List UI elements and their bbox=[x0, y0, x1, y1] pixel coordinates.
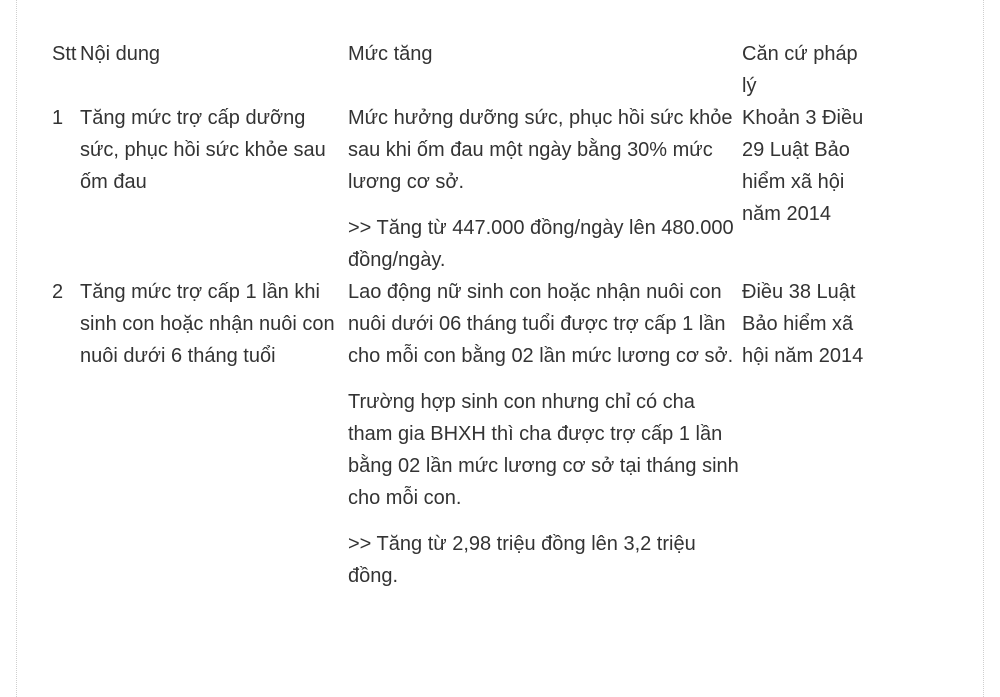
row-content: Tăng mức trợ cấp dưỡng sức, phục hồi sức khỏe sau ốm đau bbox=[80, 107, 326, 193]
table-row bbox=[52, 276, 872, 592]
row-rate bbox=[348, 102, 742, 276]
header-stt: Stt bbox=[52, 43, 77, 65]
table-row bbox=[52, 102, 872, 276]
row-legal-basis: Khoản 3 Điều 29 Luật Bảo hiểm xã hội năm 2014 bbox=[742, 107, 864, 225]
table-header-row bbox=[52, 38, 872, 102]
row-rate bbox=[348, 276, 742, 592]
row-stt: 1 bbox=[52, 107, 64, 129]
header-legal: Căn cứ pháp lý bbox=[742, 43, 858, 97]
rate-paragraph: Mức hưởng dưỡng sức, phục hồi sức khỏe sau khi ốm đau một ngày bằng 30% mức lương cơ sở. bbox=[348, 107, 733, 193]
row-content: Tăng mức trợ cấp 1 lần khi sinh con hoặc nhận nuôi con nuôi dưới 6 tháng tuổi bbox=[80, 281, 335, 367]
rate-increase-note: >> Tăng từ 447.000 đồng/ngày lên 480.000 đồng/ngày. bbox=[348, 217, 734, 271]
rate-paragraph: Trường hợp sinh con nhưng chỉ có cha tham gia BHXH thì cha được trợ cấp 1 lần bằng 02 lần mức lương cơ sở tại tháng sinh cho mỗi con. bbox=[348, 391, 739, 509]
rate-paragraph: Lao động nữ sinh con hoặc nhận nuôi con nuôi dưới 06 tháng tuổi được trợ cấp 1 lần cho mỗi con bằng 02 lần mức lương cơ sở. bbox=[348, 281, 734, 367]
row-stt: 2 bbox=[52, 281, 64, 303]
header-rate: Mức tăng bbox=[348, 43, 433, 65]
header-content: Nội dung bbox=[80, 43, 161, 65]
row-legal-basis: Điều 38 Luật Bảo hiểm xã hội năm 2014 bbox=[742, 281, 864, 367]
benefits-table bbox=[52, 38, 872, 592]
rate-increase-note: >> Tăng từ 2,98 triệu đồng lên 3,2 triệu đồng. bbox=[348, 533, 696, 587]
